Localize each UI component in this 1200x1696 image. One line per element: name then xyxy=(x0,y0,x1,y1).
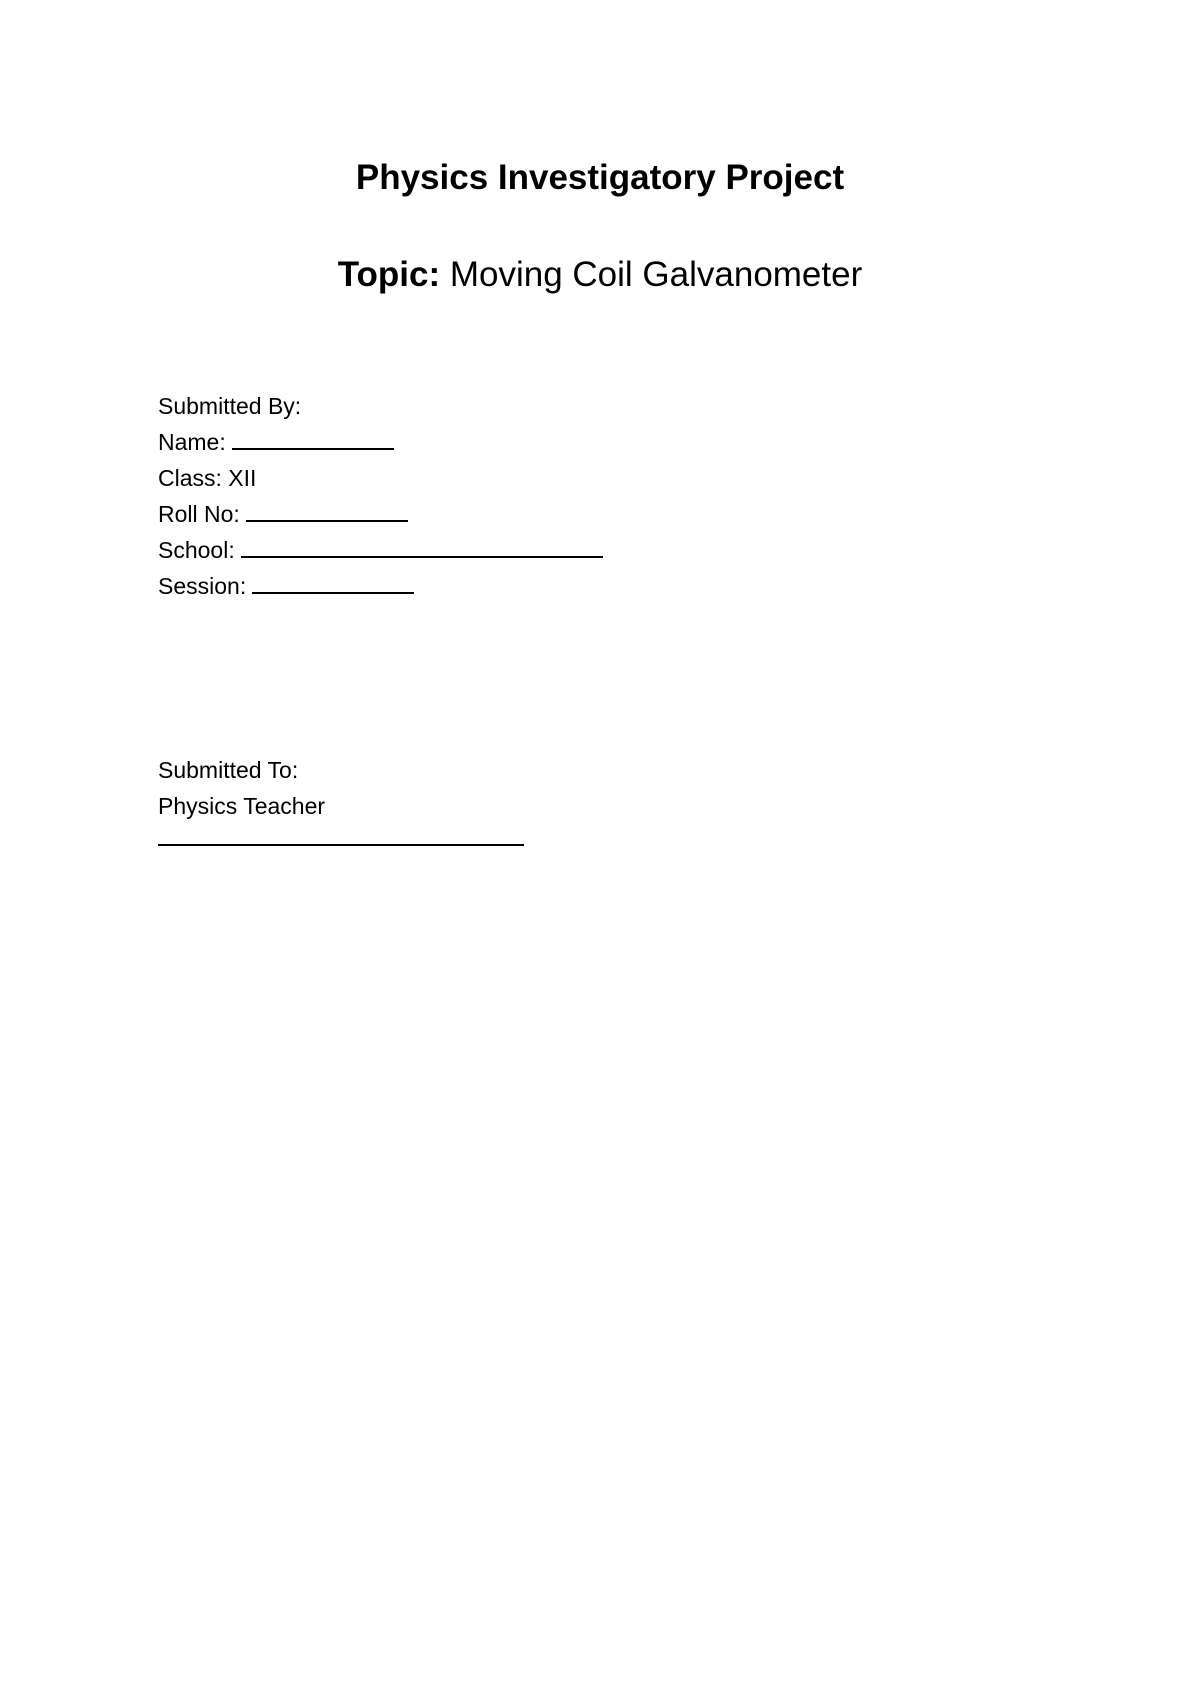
submitted-to-section xyxy=(158,752,524,846)
roll-field xyxy=(158,496,603,532)
name-field xyxy=(158,424,603,460)
submitted-by-section xyxy=(158,388,603,604)
submitted-to-heading: Submitted To: xyxy=(158,757,299,783)
school-blank xyxy=(241,534,603,558)
roll-label: Roll No: xyxy=(158,501,240,527)
class-field: Class: XII xyxy=(158,465,257,491)
school-field xyxy=(158,532,603,568)
name-label: Name: xyxy=(158,429,226,455)
session-label: Session: xyxy=(158,573,247,599)
roll-blank xyxy=(246,498,408,522)
topic-value: Moving Coil Galvanometer xyxy=(440,255,863,294)
signature-line xyxy=(158,824,524,846)
school-label: School: xyxy=(158,537,235,563)
topic-line xyxy=(0,255,1200,295)
session-blank xyxy=(252,570,414,594)
document-title: Physics Investigatory Project xyxy=(355,158,845,197)
submitted-by-heading: Submitted By: xyxy=(158,393,302,419)
topic-label: Topic: xyxy=(337,255,441,294)
session-field xyxy=(158,568,603,604)
name-blank xyxy=(232,426,394,450)
recipient-label: Physics Teacher xyxy=(158,793,326,819)
